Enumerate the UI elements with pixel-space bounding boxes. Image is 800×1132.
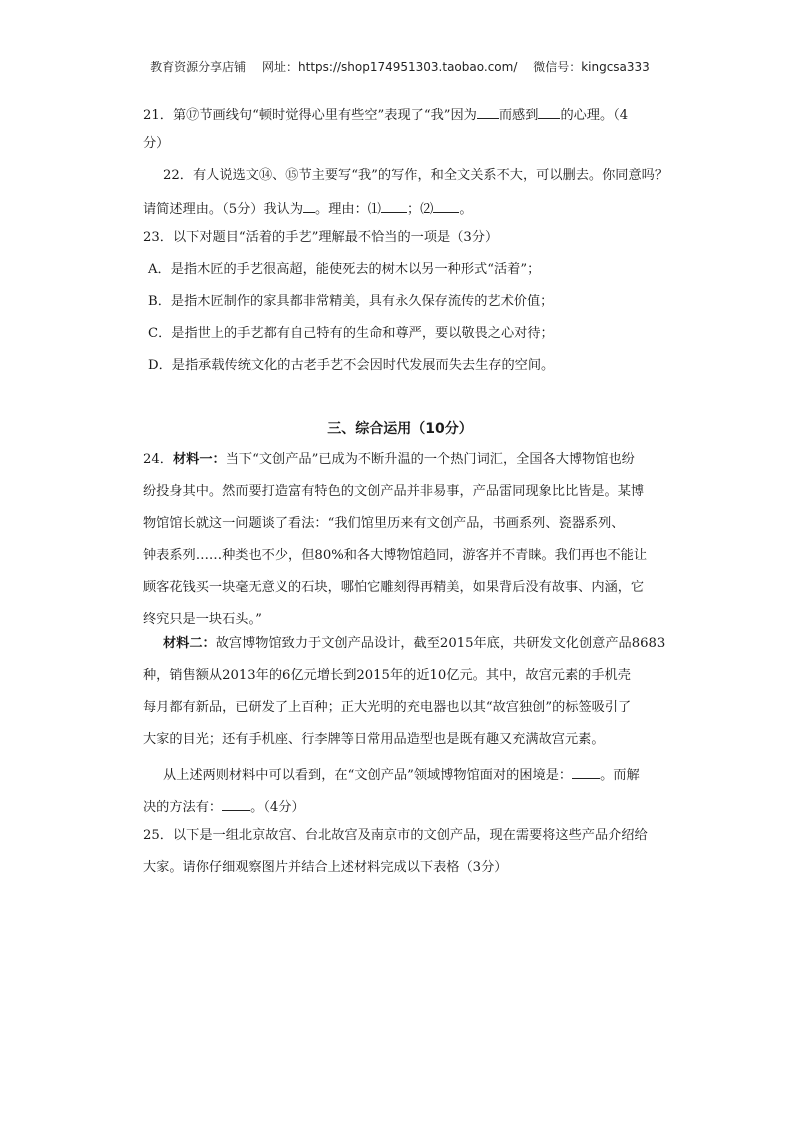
q24-m1-line3: 物馆馆长就这一问题谈了看法：“我们馆里历来有文创产品，书画系列、瓷器系列、 xyxy=(143,516,625,531)
q24-m1-line2: 纷投身其中。然而要打造富有特色的文创产品并非易事，产品雷同现象比比皆是。某博 xyxy=(143,484,645,499)
q23-option-b: B．是指木匠制作的家具都非常精美，具有永久保存流传的艺术价值； xyxy=(148,294,554,309)
q22-line2: 请简述理由。（5分）我认为 。理由：⑴ ；⑵ 。 xyxy=(143,198,473,220)
material-one-label: 材料一： xyxy=(172,452,226,467)
answer-blank[interactable] xyxy=(477,104,499,119)
q24-m2-line3: 每月都有新品，已研发了上百种；正大光明的充电器也以其“故宫独创”的标签吸引了 xyxy=(143,700,632,715)
page-header xyxy=(0,58,800,75)
shop-url: 网址：https://shop174951303.taobao.com/ xyxy=(262,60,518,74)
q23-option-a: A．是指木匠的手艺很高超，能使死去的树木以另一种形式“活着”； xyxy=(148,262,541,277)
q23-option-c: C．是指世上的手艺都有自己特有的生命和尊严，要以敬畏之心对待； xyxy=(148,326,554,341)
q24-m2-line1: 材料二：故宫博物馆致力于文创产品设计，截至2015年底，共研发文化创意产品8683 xyxy=(163,636,666,651)
q23-option-d: D．是指承载传统文化的古老手艺不会因时代发展而失去生存的空间。 xyxy=(148,358,555,373)
q24-m1-line5: 顾客花钱买一块毫无意义的石块，哪怕它雕刻得再精美，如果背后没有故事、内涵，它 xyxy=(143,580,645,595)
q24-ask-line2: 决的方法有： 。（4分） xyxy=(143,796,305,818)
answer-blank[interactable] xyxy=(381,198,407,213)
answer-blank[interactable] xyxy=(303,198,315,213)
answer-blank[interactable] xyxy=(572,764,600,779)
answer-blank[interactable] xyxy=(222,796,250,811)
q25-line2: 大家。请你仔细观察图片并结合上述材料完成以下表格（3分） xyxy=(143,860,508,875)
q24-m2-line4: 大家的目光；还有手机座、行李牌等日常用品造型也是既有趣又充满故宫元素。 xyxy=(143,732,605,747)
q24-m1-line1: 24．材料一：当下“文创产品”已成为不断升温的一个热门词汇，全国各大博物馆也纷 xyxy=(143,452,635,467)
q21-line2: 分） xyxy=(143,136,170,151)
shop-name: 教育资源分享店铺 xyxy=(150,60,247,74)
q21-line1: 21．第⑰节画线句“顿时觉得心里有些空”表现了“我”因为 而感到 的心理。（4 xyxy=(143,104,628,126)
wechat-id: 微信号：kingcsa333 xyxy=(533,60,650,74)
material-two-label: 材料二： xyxy=(163,636,216,651)
q24-m1-line4: 钟表系列……种类也不少，但80%和各大博物馆趋同，游客并不青睐。我们再也不能让 xyxy=(143,548,648,563)
q24-ask-line1: 从上述两则材料中可以看到，在“文创产品”领域博物馆面对的困境是： 。而解 xyxy=(163,764,640,786)
q24-m1-line6: 终究只是一块石头。” xyxy=(143,612,262,627)
answer-blank[interactable] xyxy=(538,104,560,119)
q24-m2-line2: 种，销售额从2013年的6亿元增长到2015年的近10亿元。其中，故宫元素的手机壳 xyxy=(143,668,631,683)
q25-line1: 25．以下是一组北京故宫、台北故宫及南京市的文创产品，现在需要将这些产品介绍给 xyxy=(143,828,648,843)
answer-blank[interactable] xyxy=(433,198,459,213)
q23-stem: 23．以下对题目“活着的手艺”理解最不恰当的一项是（3分） xyxy=(143,230,499,245)
q22-line1: 22．有人说选文⑭、⑮节主要写“我”的写作，和全文关系不大，可以删去。你同意吗？ xyxy=(163,168,669,183)
section-title: 三、综合运用（10分） xyxy=(327,421,473,437)
